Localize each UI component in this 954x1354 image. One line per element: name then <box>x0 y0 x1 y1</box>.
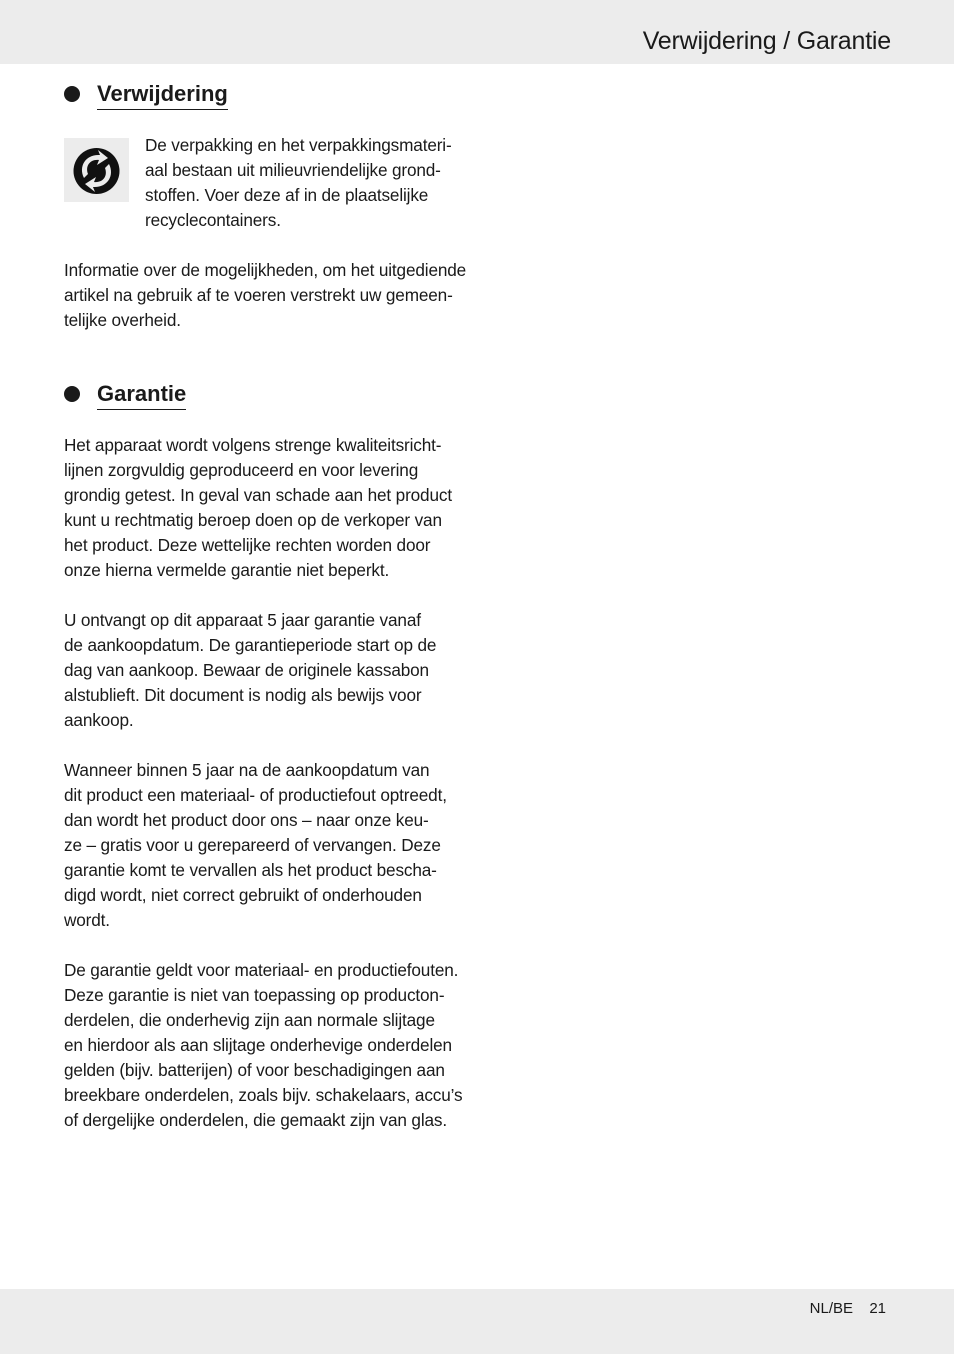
text-line: Deze garantie is niet van toepassing op producton- <box>64 985 445 1005</box>
warranty-paragraph-4 <box>64 958 462 1133</box>
disposal-heading: Verwijdering <box>97 79 228 110</box>
text-line: kunt u rechtmatig beroep doen op de verkoper van <box>64 510 442 530</box>
text-line: het product. Deze wettelijke rechten worden door <box>64 535 431 555</box>
text-line: lijnen zorgvuldig geproduceerd en voor levering <box>64 460 419 480</box>
text-line: Informatie over de mogelijkheden, om het uitgediende <box>64 260 467 280</box>
text-line: recyclecontainers. <box>145 210 281 230</box>
text-line: grondig getest. In geval van schade aan het product <box>64 485 452 505</box>
text-line: onze hierna vermelde garantie niet beperkt. <box>64 560 390 580</box>
text-line: garantie komt te vervallen als het product bescha- <box>64 860 437 880</box>
bullet-icon <box>64 86 80 102</box>
text-line: dag van aankoop. Bewaar de originele kassabon <box>64 660 429 680</box>
recycling-green-dot-icon <box>64 138 129 202</box>
text-line: De verpakking en het verpakkingsmateri- <box>145 135 452 155</box>
text-line: gelden (bijv. batterijen) of voor beschadigingen aan <box>64 1060 445 1080</box>
text-line: aal bestaan uit milieuvriendelijke grond- <box>145 160 441 180</box>
footer-locale: NL/BE <box>809 1300 853 1317</box>
text-line: derdelen, die onderhevig zijn aan normale slijtage <box>64 1010 435 1030</box>
text-line: dan wordt het product door ons – naar onze keu- <box>64 810 429 830</box>
page-number: 21 <box>869 1300 886 1317</box>
text-line: digd wordt, niet correct gebruikt of onderhouden <box>64 885 422 905</box>
text-line: en hierdoor als aan slijtage onderhevige onderdelen <box>64 1035 452 1055</box>
bullet-icon <box>64 386 80 402</box>
text-line: telijke overheid. <box>64 310 181 330</box>
section-heading-disposal <box>64 77 228 111</box>
disposal-intro <box>145 133 452 233</box>
text-line: de aankoopdatum. De garantieperiode start op de <box>64 635 437 655</box>
text-line: De garantie geldt voor materiaal- en productiefouten. <box>64 960 459 980</box>
warranty-heading: Garantie <box>97 379 186 410</box>
text-line: Wanneer binnen 5 jaar na de aankoopdatum van <box>64 760 430 780</box>
text-line: stoffen. Voer deze af in de plaatselijke <box>145 185 429 205</box>
warranty-paragraph-2 <box>64 608 436 733</box>
page-title: Verwijdering / Garantie <box>642 27 891 55</box>
text-line: artikel na gebruik af te voeren verstrekt uw gemeen- <box>64 285 453 305</box>
section-heading-warranty <box>64 377 186 411</box>
warranty-paragraph-3 <box>64 758 447 933</box>
text-line: breekbare onderdelen, zoals bijv. schakelaars, accu’s <box>64 1085 463 1105</box>
warranty-paragraph-1 <box>64 433 452 583</box>
text-line: wordt. <box>64 910 110 930</box>
text-line: dit product een materiaal- of productiefout optreedt, <box>64 785 447 805</box>
text-line: Het apparaat wordt volgens strenge kwaliteitsricht- <box>64 435 442 455</box>
text-line: ze – gratis voor u gerepareerd of vervangen. Deze <box>64 835 441 855</box>
text-line: aankoop. <box>64 710 134 730</box>
text-line: U ontvangt op dit apparaat 5 jaar garantie vanaf <box>64 610 421 630</box>
text-line: alstublieft. Dit document is nodig als bewijs voor <box>64 685 422 705</box>
text-line: of dergelijke onderdelen, die gemaakt zijn van glas. <box>64 1110 447 1130</box>
disposal-info <box>64 258 466 333</box>
